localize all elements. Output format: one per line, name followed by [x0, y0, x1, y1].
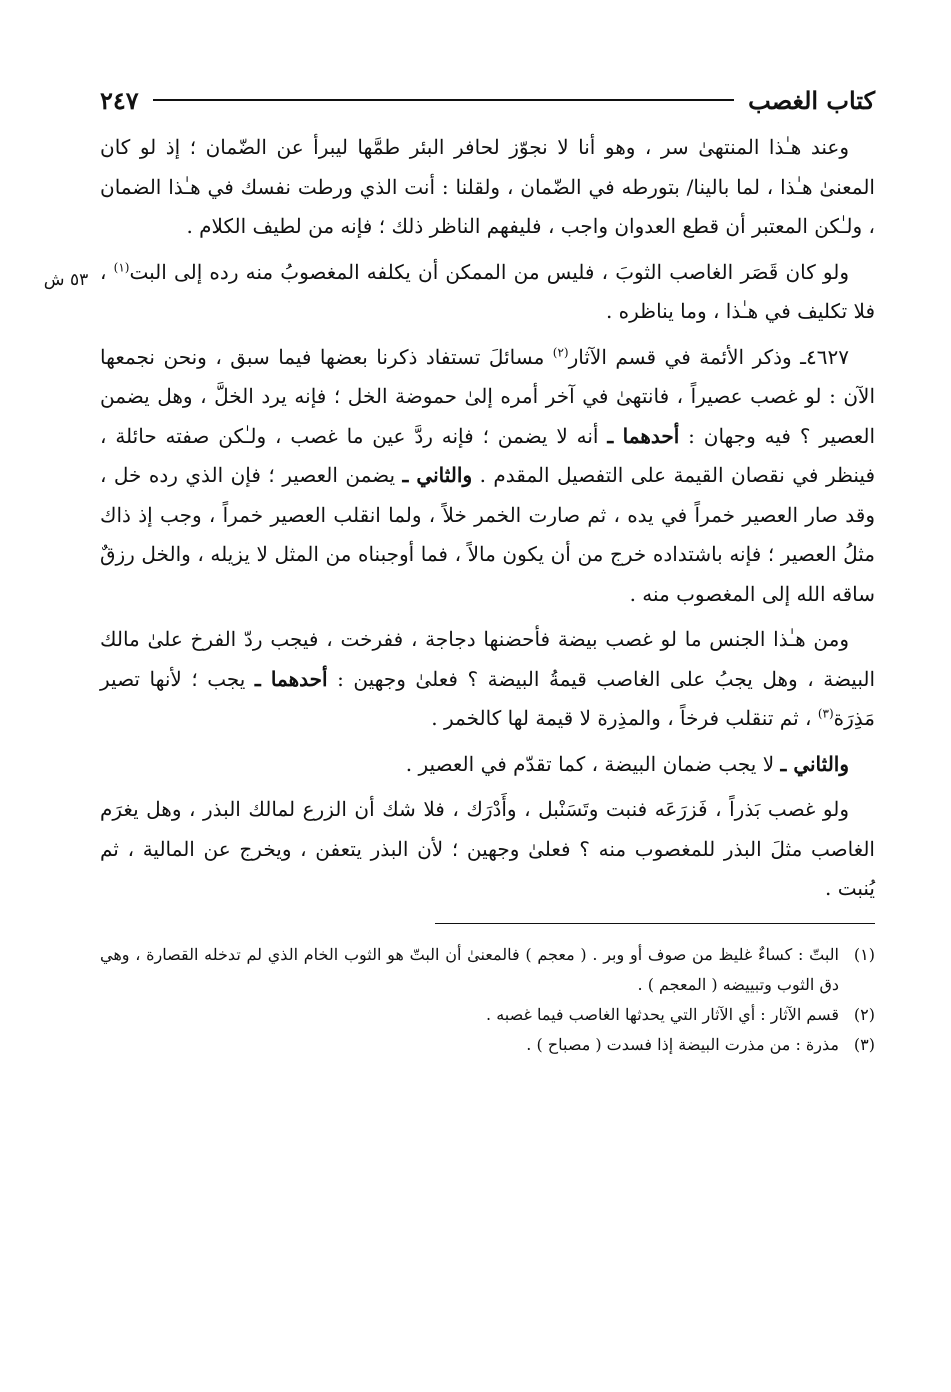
- running-header: [100, 82, 875, 118]
- paragraph-text: ، ثم تنقلب فرخاً ، والمذِرة لا قيمة لها كالخمر .: [431, 706, 812, 730]
- footnote: [100, 1000, 875, 1030]
- footnote-text: قسم الآثار : أي الآثار التي يحدثها الغاصب فيما غصبه .: [486, 1004, 839, 1024]
- paragraph-text: يضمن العصير ؛ فإن الذي رده خل ، وقد صار العصير خمراً في يده ، ثم صارت الخمر خلاً ، ولما انقلب العصير خمراً ، وجب إذ ذاك مثلُ العصير ؛ فإنه باشتداده خرج من أن يكون مالاً ، فما أوجبناه من المثل لا يزيله ، والخل رزقٌ ساقه الله إلى المغصوب منه .: [100, 463, 875, 606]
- paragraph: [100, 253, 875, 332]
- paragraph-text: لا يجب ضمان البيضة ، كما تقدّم في العصير .: [405, 751, 775, 776]
- page-number: ٢٤٧: [100, 85, 139, 115]
- paragraph: [100, 128, 875, 247]
- footnote-text: البتّ : كساءٌ غليظ من صوف أو وبر . ( معجم ) فالمعنىٰ أن البتّ هو الثوب الخام الذي لم تدخله القصارة ، وهي دق الثوب وتبييضه ( المعجم ) .: [100, 944, 839, 994]
- paragraph: [100, 745, 875, 785]
- footnote-number: (١): [853, 944, 875, 964]
- chapter-title: كتاب الغصب: [748, 85, 875, 115]
- footnote: [100, 940, 875, 1000]
- footnote: [100, 1030, 875, 1060]
- margin-note: ٥٣ ش: [43, 270, 89, 290]
- paragraph: [100, 338, 875, 615]
- paragraph-text: ومن هـٰذا الجنس ما لو غصب بيضة فأحضنها دجاجة ، ففرخت ، فيجب ردّ الفرخ علىٰ مالك البيضة ، وهل يجبُ على الغاصب قيمةُ البيضة ؟ فعلىٰ وجهين :: [100, 627, 876, 691]
- paragraph-text: مسائلَ تستفاد ذكرنا بعضها فيما سبق ، ونحن نجمعها الآن : لو غصب عصيراً ، فانتهىٰ في آخر أمره إلىٰ حموضة الخل ؛ فإنه يرد الخلَّ ، وهل يضمن العصير ؟ فيه وجهان :: [100, 344, 876, 448]
- paragraph: [100, 790, 875, 909]
- paragraph-text: ولو غصب بَذراً ، فَزرَعَه فنبت وتَسَنْبل ، وأَدْرَك ، فلا شك أن الزرع لمالك البذر ، وهل يغرَم الغاصب مثلَ البذر للمغصوب منه ؟ فعلىٰ وجهين ؛ لأن البذر يتعفن ، ويخرج عن المالية ، ثم يُنبت .: [100, 797, 875, 900]
- paragraph-text: يجب ؛ لأنها تصير مَذِرَة: [100, 666, 875, 730]
- bold-term: والثاني ـ: [402, 463, 473, 487]
- footnotes: [100, 940, 875, 1060]
- book-page: [43, 82, 876, 1060]
- paragraph-text: ، فلا تكليف في هـٰذا ، وما يناظره .: [100, 259, 875, 323]
- footnote-number: (٣): [853, 1034, 875, 1054]
- main-text: [100, 128, 875, 909]
- footnote-ref: (٣): [817, 706, 834, 721]
- paragraph-text: ولو كان قَصَر الغاصب الثوبَ ، فليس من الممكن أن يكلفه المغصوبُ منه رده إلى البت: [129, 259, 850, 284]
- bold-term: أحدهما ـ: [254, 666, 328, 691]
- header-rule: [153, 99, 734, 101]
- footnote-separator: [435, 923, 875, 924]
- footnote-ref: (٢): [552, 344, 569, 359]
- paragraph-text: أنه لا يضمن ؛ فإنه ردَّ عين ما غصب ، ولـٰكن صفته حائلة ، فينظر في نقصان القيمة على التفصيل المقدم .: [100, 423, 876, 487]
- paragraph: [100, 620, 875, 739]
- paragraph-text: ٤٦٢٧ـ وذكر الأئمة في قسم الآثار: [568, 344, 849, 369]
- bold-term: والثاني ـ: [780, 751, 849, 776]
- footnote-ref: (١): [113, 259, 130, 274]
- bold-term: أحدهما ـ: [607, 423, 680, 448]
- paragraph-text: وعند هـٰذا المنتهىٰ سر ، وهو أنا لا نجوّز لحافر البئر طمَّها ليبرأ عن الضّمان ؛ إذ لو كان المعنىٰ هـٰذا ، لما بالينا/ بتورطه في الضّمان ، ولقلنا : أنت الذي ورطت نفسك في هـٰذا الضمان ، ولـٰكن المعتبر أن قطع العدوان واجب ، فليفهم الناظر ذلك ؛ فإنه من لطيف الكلام .: [100, 135, 875, 238]
- footnote-text: مذرة : من مذرت البيضة إذا فسدت ( مصباح ) .: [526, 1034, 839, 1054]
- footnote-number: (٢): [853, 1004, 875, 1024]
